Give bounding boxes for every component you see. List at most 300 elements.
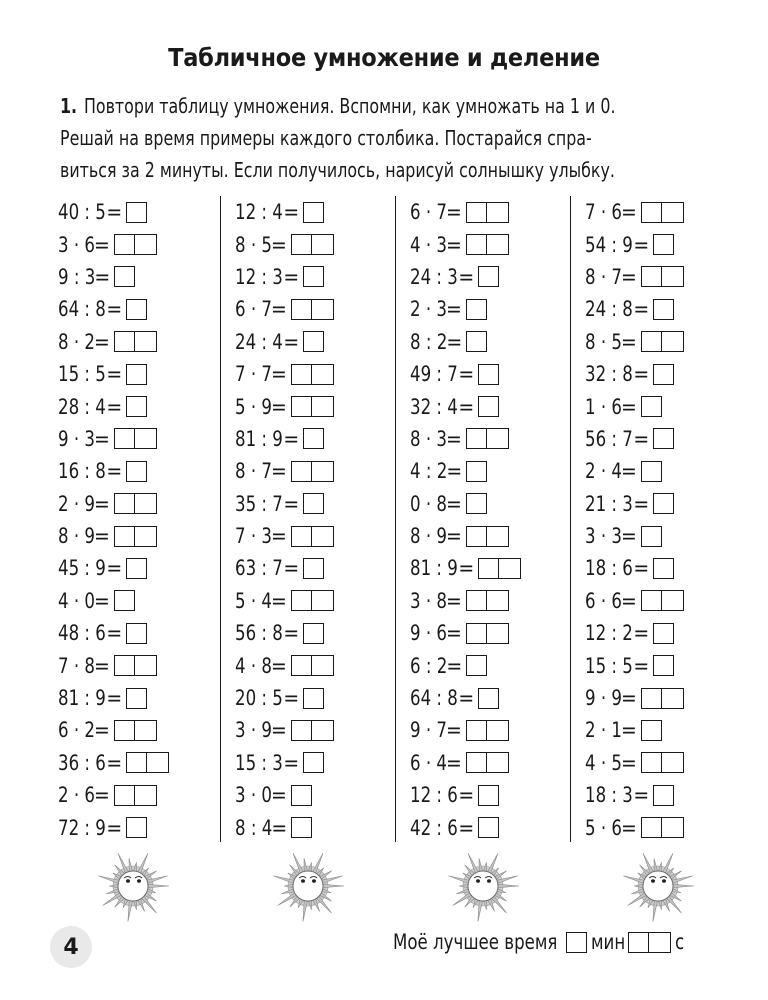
answer-box[interactable] (114, 266, 135, 287)
answer-box[interactable] (466, 428, 487, 449)
answer-input[interactable] (126, 623, 147, 644)
answer-box[interactable] (114, 428, 135, 449)
answer-box[interactable] (126, 817, 147, 838)
answer-box[interactable] (653, 364, 674, 385)
exercise-row (58, 682, 228, 714)
equals-sign: = (271, 297, 287, 322)
task-instructions (60, 90, 662, 186)
answer-box[interactable] (114, 655, 135, 676)
answer-input[interactable] (126, 299, 147, 320)
answer-box[interactable] (641, 688, 662, 709)
exercise-expression: 9 : 3 (58, 264, 96, 289)
exercise-row (58, 326, 228, 358)
answer-input[interactable] (291, 234, 334, 255)
answer-input[interactable] (466, 493, 487, 514)
answer-box[interactable] (662, 752, 684, 773)
exercise-row (58, 649, 228, 681)
answer-box[interactable] (487, 526, 509, 547)
answer-input[interactable] (466, 202, 509, 223)
answer-input[interactable] (114, 266, 135, 287)
exercise-expression: 12 : 2 (585, 621, 633, 646)
equals-sign: = (106, 815, 123, 840)
exercise-row (585, 196, 755, 228)
answer-box[interactable] (126, 202, 147, 223)
exercise-expression: 35 : 7 (235, 491, 283, 516)
answer-box[interactable] (466, 461, 487, 482)
answer-input[interactable] (641, 266, 684, 287)
answer-box[interactable] (466, 623, 487, 644)
answer-box[interactable] (291, 817, 312, 838)
minutes-input[interactable] (566, 932, 587, 953)
exercise-expression: 49 : 7 (410, 362, 458, 387)
answer-box[interactable] (312, 655, 334, 676)
answer-box[interactable] (653, 623, 674, 644)
exercise-expression: 8 · 7 (235, 459, 272, 484)
answer-input[interactable] (303, 202, 324, 223)
answer-input[interactable] (478, 817, 499, 838)
equals-sign: = (283, 426, 300, 451)
answer-input[interactable] (291, 364, 334, 385)
answer-input[interactable] (303, 558, 324, 579)
answer-box[interactable] (466, 655, 487, 676)
equals-sign: = (271, 524, 287, 549)
equals-sign: = (271, 718, 287, 743)
answer-box[interactable] (291, 720, 312, 741)
answer-box[interactable] (114, 234, 135, 255)
exercise-expression: 7 · 8 (58, 653, 95, 678)
answer-box[interactable] (303, 428, 324, 449)
answer-box[interactable] (641, 817, 662, 838)
equals-sign: = (283, 750, 300, 775)
equals-sign: = (621, 459, 637, 484)
exercise-expression: 64 : 8 (410, 686, 458, 711)
exercise-expression: 6 · 4 (410, 750, 447, 775)
exercise-row (235, 488, 405, 520)
answer-input[interactable] (303, 752, 324, 773)
answer-input[interactable] (126, 817, 147, 838)
answer-box[interactable] (487, 590, 509, 611)
answer-box[interactable] (641, 331, 662, 352)
answer-input[interactable] (653, 428, 674, 449)
answer-input[interactable] (126, 752, 169, 773)
exercise-row (410, 649, 580, 681)
answer-input[interactable] (126, 461, 147, 482)
answer-box[interactable] (126, 299, 147, 320)
answer-input[interactable] (291, 720, 334, 741)
equals-sign: = (621, 588, 637, 613)
answer-box[interactable] (662, 266, 684, 287)
exercise-expression: 18 : 3 (585, 783, 633, 808)
exercise-expression: 15 : 3 (235, 750, 283, 775)
answer-box[interactable] (312, 720, 334, 741)
equals-sign: = (621, 750, 637, 775)
answer-input[interactable] (641, 202, 684, 223)
answer-input[interactable] (641, 720, 662, 741)
answer-box[interactable] (641, 590, 662, 611)
answer-box[interactable] (312, 461, 334, 482)
answer-box[interactable] (641, 752, 662, 773)
answer-box[interactable] (466, 720, 487, 741)
answer-input[interactable] (114, 655, 157, 676)
answer-box[interactable] (126, 364, 147, 385)
answer-input[interactable] (114, 331, 157, 352)
answer-input[interactable] (653, 299, 674, 320)
answer-box[interactable] (466, 299, 487, 320)
answer-input[interactable] (126, 202, 147, 223)
answer-input[interactable] (641, 688, 684, 709)
answer-box[interactable] (135, 655, 157, 676)
answer-box[interactable] (662, 202, 684, 223)
answer-box[interactable] (653, 785, 674, 806)
answer-input[interactable] (478, 688, 499, 709)
answer-input[interactable] (641, 590, 684, 611)
answer-input[interactable] (114, 785, 157, 806)
answer-input[interactable] (126, 688, 147, 709)
answer-input[interactable] (303, 428, 324, 449)
equals-sign: = (633, 653, 650, 678)
answer-input[interactable] (466, 720, 509, 741)
exercise-row (410, 261, 580, 293)
answer-input[interactable] (114, 428, 157, 449)
equals-sign: = (106, 200, 123, 225)
answer-box[interactable] (291, 655, 312, 676)
answer-input[interactable] (291, 590, 334, 611)
answer-input[interactable] (653, 234, 674, 255)
answer-box[interactable] (291, 785, 312, 806)
answer-box[interactable] (114, 785, 135, 806)
answer-box[interactable] (291, 364, 312, 385)
answer-box[interactable] (126, 623, 147, 644)
answer-box[interactable] (628, 932, 649, 953)
answer-box[interactable] (566, 932, 587, 953)
answer-box[interactable] (478, 396, 499, 417)
exercise-row (410, 779, 580, 811)
equals-sign: = (283, 264, 300, 289)
answer-box[interactable] (312, 526, 334, 547)
answer-input[interactable] (114, 590, 135, 611)
answer-box[interactable] (662, 590, 684, 611)
answer-box[interactable] (653, 493, 674, 514)
answer-box[interactable] (487, 623, 509, 644)
answer-box[interactable] (303, 493, 324, 514)
exercise-expression: 3 · 9 (235, 718, 272, 743)
answer-box[interactable] (114, 526, 135, 547)
equals-sign: = (106, 297, 123, 322)
answer-input[interactable] (653, 493, 674, 514)
answer-box[interactable] (653, 299, 674, 320)
answer-input[interactable] (653, 558, 674, 579)
equals-sign: = (271, 783, 287, 808)
exercise-expression: 28 : 4 (58, 394, 106, 419)
answer-box[interactable] (312, 396, 334, 417)
equals-sign: = (446, 200, 462, 225)
answer-box[interactable] (466, 526, 487, 547)
exercise-expression: 4 · 0 (58, 588, 95, 613)
exercise-expression: 54 : 9 (585, 232, 633, 257)
answer-box[interactable] (641, 266, 662, 287)
equals-sign: = (621, 200, 637, 225)
equals-sign: = (94, 588, 110, 613)
answer-input[interactable] (466, 752, 509, 773)
answer-box[interactable] (487, 428, 509, 449)
answer-input[interactable] (653, 785, 674, 806)
answer-input[interactable] (126, 396, 147, 417)
exercise-expression: 12 : 6 (410, 783, 458, 808)
answer-box[interactable] (466, 331, 487, 352)
answer-input[interactable] (653, 655, 674, 676)
exercise-expression: 5 · 4 (235, 588, 272, 613)
answer-input[interactable] (466, 234, 509, 255)
answer-box[interactable] (126, 752, 147, 773)
exercise-expression: 2 · 6 (58, 783, 95, 808)
exercise-expression: 3 · 0 (235, 783, 272, 808)
answer-input[interactable] (641, 396, 662, 417)
answer-box[interactable] (291, 461, 312, 482)
exercise-expression: 48 : 6 (58, 621, 106, 646)
answer-box[interactable] (662, 817, 684, 838)
exercise-row (235, 358, 405, 390)
answer-box[interactable] (478, 558, 499, 579)
answer-input[interactable] (478, 558, 521, 579)
answer-input[interactable] (466, 590, 509, 611)
equals-sign: = (621, 686, 637, 711)
exercise-expression: 45 : 9 (58, 556, 106, 581)
exercise-expression: 8 : 2 (410, 329, 448, 354)
task-line-2: Решай на время примеры каждого столбика. Постарайся спра- (60, 126, 592, 150)
equals-sign: = (271, 362, 287, 387)
exercise-expression: 8 : 4 (235, 815, 273, 840)
answer-box[interactable] (478, 785, 499, 806)
sun-icon (270, 848, 346, 924)
answer-box[interactable] (478, 364, 499, 385)
exercise-expression: 1 · 6 (585, 394, 622, 419)
answer-box[interactable] (126, 461, 147, 482)
answer-box[interactable] (466, 493, 487, 514)
answer-box[interactable] (499, 558, 521, 579)
exercise-row (585, 585, 755, 617)
answer-box[interactable] (641, 461, 662, 482)
answer-input[interactable] (641, 752, 684, 773)
answer-input[interactable] (114, 493, 157, 514)
answer-box[interactable] (312, 364, 334, 385)
answer-box[interactable] (303, 752, 324, 773)
sun-icon (445, 848, 521, 924)
answer-box[interactable] (487, 752, 509, 773)
exercise-expression: 2 · 1 (585, 718, 622, 743)
exercise-row (58, 617, 228, 649)
answer-box[interactable] (135, 428, 157, 449)
equals-sign: = (94, 491, 110, 516)
exercise-expression: 8 · 9 (58, 524, 95, 549)
answer-input[interactable] (303, 688, 324, 709)
equals-sign: = (458, 362, 475, 387)
answer-box[interactable] (126, 558, 147, 579)
exercise-row (410, 423, 580, 455)
exercise-expression: 32 : 4 (410, 394, 458, 419)
equals-sign: = (446, 459, 463, 484)
exercise-row (58, 520, 228, 552)
exercise-expression: 20 : 5 (235, 686, 283, 711)
answer-input[interactable] (466, 428, 509, 449)
answer-input[interactable] (466, 461, 487, 482)
exercise-row (58, 423, 228, 455)
answer-input[interactable] (114, 720, 157, 741)
exercise-column-2 (235, 196, 405, 844)
answer-box[interactable] (649, 932, 671, 953)
answer-box[interactable] (291, 234, 312, 255)
answer-input[interactable] (303, 493, 324, 514)
answer-box[interactable] (291, 396, 312, 417)
equals-sign: = (271, 232, 287, 257)
answer-input[interactable] (291, 655, 334, 676)
exercise-row (585, 714, 755, 746)
exercise-expression: 81 : 9 (235, 426, 283, 451)
exercise-expression: 81 : 9 (58, 686, 106, 711)
seconds-input[interactable] (628, 932, 671, 953)
answer-box[interactable] (487, 234, 509, 255)
answer-box[interactable] (478, 688, 499, 709)
answer-box[interactable] (126, 688, 147, 709)
answer-box[interactable] (312, 234, 334, 255)
answer-input[interactable] (303, 331, 324, 352)
answer-box[interactable] (291, 299, 312, 320)
answer-input[interactable] (478, 785, 499, 806)
exercise-row (58, 261, 228, 293)
equals-sign: = (633, 362, 650, 387)
answer-box[interactable] (641, 202, 662, 223)
answer-box[interactable] (466, 590, 487, 611)
answer-box[interactable] (135, 785, 157, 806)
answer-input[interactable] (291, 396, 334, 417)
answer-input[interactable] (478, 364, 499, 385)
answer-box[interactable] (135, 526, 157, 547)
answer-box[interactable] (303, 623, 324, 644)
answer-input[interactable] (114, 234, 157, 255)
answer-input[interactable] (126, 558, 147, 579)
equals-sign: = (633, 297, 650, 322)
answer-box[interactable] (641, 396, 662, 417)
exercise-expression: 6 · 7 (235, 297, 272, 322)
exercise-column-3 (410, 196, 580, 844)
answer-box[interactable] (303, 266, 324, 287)
equals-sign: = (106, 556, 123, 581)
answer-input[interactable] (291, 526, 334, 547)
answer-box[interactable] (126, 396, 147, 417)
answer-box[interactable] (487, 202, 509, 223)
answer-box[interactable] (303, 331, 324, 352)
answer-box[interactable] (114, 720, 135, 741)
answer-input[interactable] (291, 817, 312, 838)
answer-box[interactable] (303, 202, 324, 223)
exercise-row (410, 293, 580, 325)
answer-input[interactable] (466, 526, 509, 547)
answer-box[interactable] (466, 202, 487, 223)
answer-box[interactable] (662, 331, 684, 352)
exercise-column-4 (585, 196, 755, 844)
answer-input[interactable] (653, 364, 674, 385)
exercise-row (235, 390, 405, 422)
answer-input[interactable] (114, 526, 157, 547)
answer-box[interactable] (653, 234, 674, 255)
answer-input[interactable] (303, 266, 324, 287)
answer-box[interactable] (478, 817, 499, 838)
answer-input[interactable] (641, 331, 684, 352)
exercise-expression: 3 · 8 (410, 588, 447, 613)
answer-box[interactable] (662, 688, 684, 709)
answer-box[interactable] (653, 428, 674, 449)
exercise-expression: 4 · 8 (235, 653, 272, 678)
exercise-expression: 4 · 3 (410, 232, 447, 257)
answer-box[interactable] (303, 558, 324, 579)
exercise-row (58, 228, 228, 260)
answer-input[interactable] (478, 396, 499, 417)
answer-input[interactable] (466, 331, 487, 352)
answer-box[interactable] (135, 720, 157, 741)
answer-box[interactable] (653, 655, 674, 676)
answer-box[interactable] (114, 331, 135, 352)
equals-sign: = (94, 426, 110, 451)
answer-box[interactable] (312, 590, 334, 611)
answer-box[interactable] (478, 266, 499, 287)
answer-box[interactable] (312, 299, 334, 320)
answer-input[interactable] (291, 461, 334, 482)
equals-sign: = (94, 524, 110, 549)
answer-box[interactable] (114, 590, 135, 611)
answer-input[interactable] (466, 299, 487, 320)
answer-box[interactable] (466, 234, 487, 255)
exercise-row (58, 390, 228, 422)
answer-input[interactable] (653, 623, 674, 644)
answer-box[interactable] (147, 752, 169, 773)
answer-box[interactable] (291, 590, 312, 611)
answer-box[interactable] (641, 526, 662, 547)
answer-input[interactable] (303, 623, 324, 644)
answer-box[interactable] (135, 493, 157, 514)
answer-box[interactable] (291, 526, 312, 547)
answer-input[interactable] (291, 785, 312, 806)
answer-box[interactable] (135, 234, 157, 255)
equals-sign: = (458, 556, 475, 581)
answer-box[interactable] (135, 331, 157, 352)
answer-input[interactable] (641, 817, 684, 838)
exercise-expression: 18 : 6 (585, 556, 633, 581)
answer-input[interactable] (641, 461, 662, 482)
answer-input[interactable] (466, 655, 487, 676)
answer-box[interactable] (653, 558, 674, 579)
answer-box[interactable] (487, 720, 509, 741)
task-number: 1. (60, 94, 78, 118)
answer-input[interactable] (126, 364, 147, 385)
answer-input[interactable] (291, 299, 334, 320)
equals-sign: = (106, 362, 123, 387)
answer-input[interactable] (641, 526, 662, 547)
exercise-expression: 40 : 5 (58, 200, 106, 225)
answer-box[interactable] (114, 493, 135, 514)
answer-box[interactable] (641, 720, 662, 741)
exercise-row (235, 261, 405, 293)
exercise-row (585, 293, 755, 325)
answer-box[interactable] (466, 752, 487, 773)
equals-sign: = (94, 264, 111, 289)
answer-input[interactable] (466, 623, 509, 644)
exercise-row (235, 747, 405, 779)
answer-input[interactable] (478, 266, 499, 287)
exercise-row (585, 228, 755, 260)
equals-sign: = (633, 426, 650, 451)
exercise-row (585, 747, 755, 779)
answer-box[interactable] (303, 688, 324, 709)
exercise-expression: 5 · 9 (235, 394, 272, 419)
